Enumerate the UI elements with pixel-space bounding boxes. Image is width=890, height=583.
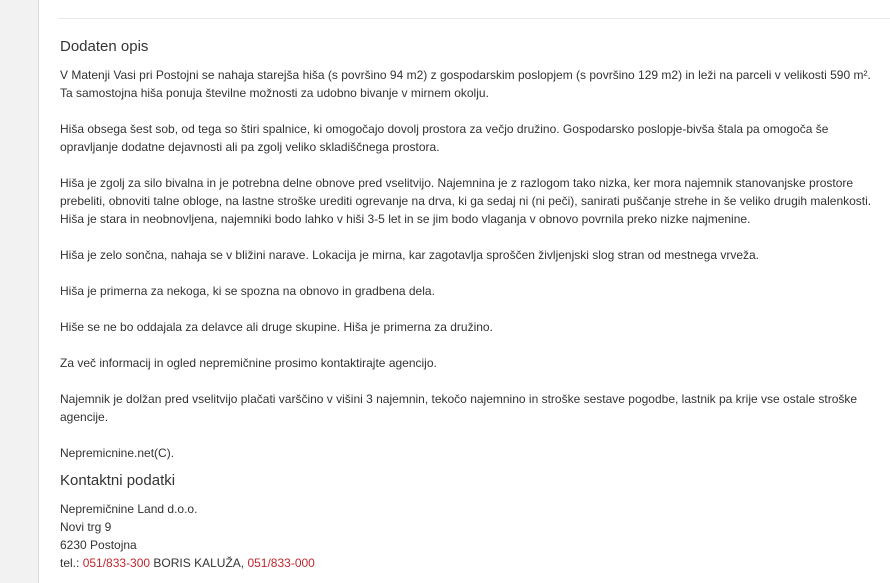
contact-heading: Kontaktni podatki	[60, 472, 176, 489]
listing-panel	[38, 0, 890, 583]
listing-content	[60, 37, 880, 572]
phone-link-primary[interactable]: 051/833-300	[82, 556, 151, 570]
description-paragraph: Najemnik je dolžan pred vselitvijo plačati varščino v višini 3 najemnin, tekočo najemnino in stroške sestave pogodbe, lastnik pa krije vse ostale stroške agencije.	[60, 392, 858, 424]
contact-phone-line	[60, 554, 880, 572]
description-paragraph: Hiša obsega šest sob, od tega so štiri spalnice, ki omogočajo dovolj prostora za večjo družino. Gospodarsko poslopje-bivša štala pa omogoča še opravljanje dodatne dejavnosti ali pa zgolj veliko skladiščnega prostora.	[60, 122, 829, 154]
phone-link-secondary[interactable]: 051/833-000	[247, 556, 315, 570]
description-heading: Dodaten opis	[60, 38, 149, 55]
contact-city: 6230 Postojna	[60, 538, 137, 552]
description-paragraph: Za več informacij in ogled nepremičnine prosimo kontaktirajte agencijo.	[60, 356, 437, 370]
description-paragraph: Hiša je zelo sončna, nahaja se v bližini narave. Lokacija je mirna, kar zagotavlja sproščen življenjski slog stran od mestnega vrveža.	[60, 248, 760, 262]
contact-street: Novi trg 9	[60, 520, 112, 534]
description-paragraph: Hiše se ne bo oddajala za delavce ali druge skupine. Hiša je primerna za družino.	[60, 320, 493, 334]
section-divider	[59, 18, 890, 19]
contact-person: BORIS KALUŽA,	[150, 556, 248, 570]
description-paragraph: Hiša je primerna za nekoga, ki se spozna na obnovo in gradbena dela.	[60, 284, 435, 298]
contact-company: Nepremičnine Land d.o.o.	[60, 502, 198, 516]
tel-label: tel.:	[60, 556, 83, 570]
copyright-notice: Nepremicnine.net(C).	[60, 446, 175, 460]
description-paragraph: V Matenji Vasi pri Postojni se nahaja starejša hiša (s površino 94 m2) z gospodarskim poslopjem (s površino 129 m2) in leži na parceli v velikosti 590 m². Ta samostojna hiša ponuja številne možnosti za udobno bivanje v mirnem okolju.	[60, 68, 871, 100]
description-paragraph: Hiša je zgolj za silo bivalna in je potrebna delne obnove pred vselitvijo. Najemnina je z razlogom tako nizka, ker mora najemnik stanovanjske prostore prebeliti, obnoviti talne obloge, na lastne stroške urediti ogrevanje na drva, ki ga sedaj ni (ni peči), sanirati puščanje strehe in še veliko drugih malenkosti. Hiša je stara in neobnovljena, najemniki bodo lahko v hiši 3-5 let in se jim bodo vlaganja v obnovo povrnila preko nizke najmenine.	[60, 176, 872, 226]
